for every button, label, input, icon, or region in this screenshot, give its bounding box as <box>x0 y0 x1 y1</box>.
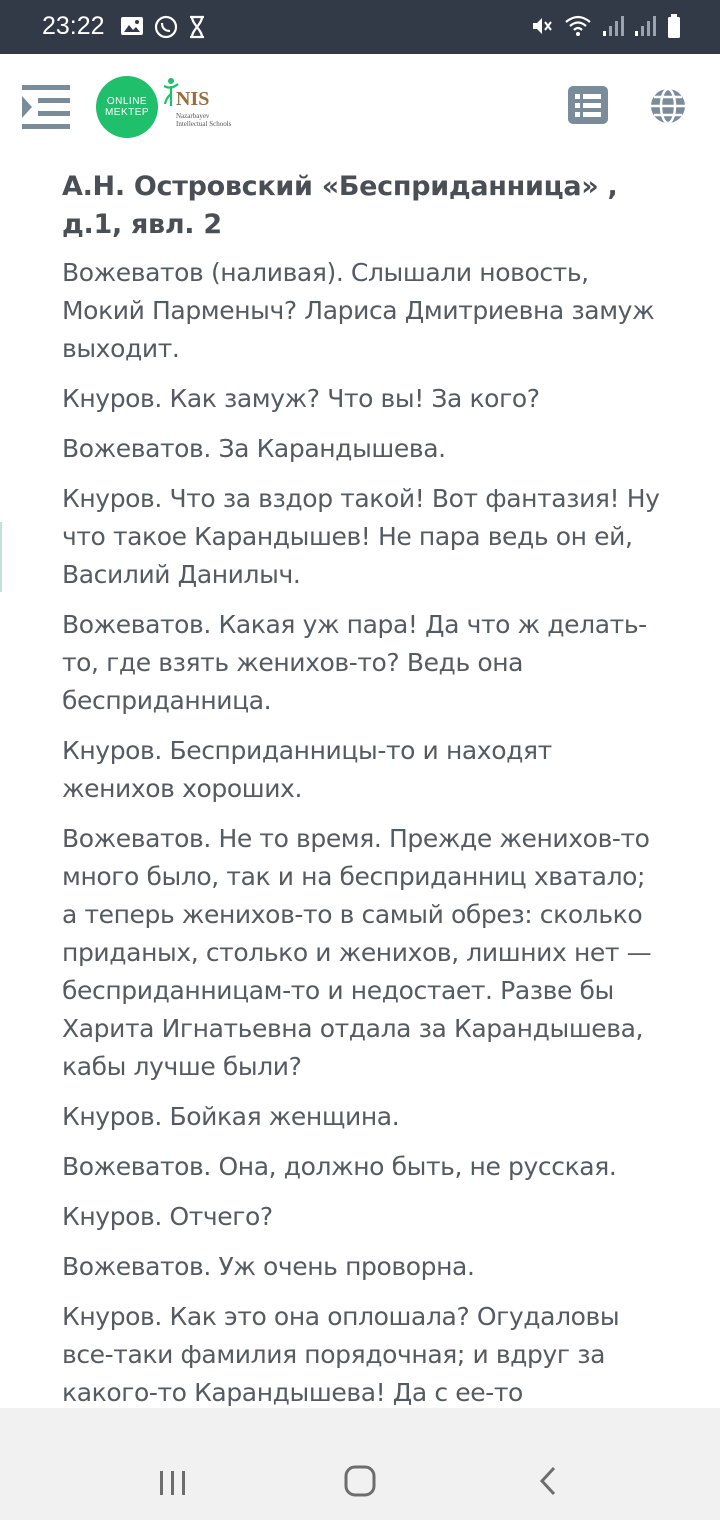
paragraph: Кнуров. Бесприданницы-то и находят женихов хороших. <box>62 736 552 803</box>
paragraph: Вожеватов. Не то время. Прежде женихов-то много было, так и на бесприданниц хватало; а теперь женихов-то в самый обрез: сколько приданых, столько и женихов, лишних нет — бесприданницам-то и недостает. Разве бы Харита Игнатьевна отдала за Карандышева, кабы лучше были? <box>62 824 652 1081</box>
nis-logo-text: NIS <box>176 88 210 110</box>
logo-line1: ONLINE <box>106 96 148 107</box>
paragraph: Кнуров. Как это она оплошала? Огудаловы все-таки фамилия порядочная; и вдруг за какого-то Карандышева! Да с ее-то <box>62 1302 620 1407</box>
paragraph: Вожеватов. Она, должно быть, не русская. <box>62 1152 617 1181</box>
list-icon[interactable] <box>568 86 608 124</box>
mute-icon <box>530 14 554 38</box>
status-time: 23:22 <box>42 12 105 40</box>
menu-toggle-icon[interactable] <box>20 82 72 132</box>
left-edge-tab[interactable] <box>0 522 2 592</box>
paragraph: Кнуров. Как замуж? Что вы! За кого? <box>62 384 540 413</box>
paragraph: Кнуров. Бойкая женщина. <box>62 1102 400 1131</box>
wifi-icon <box>564 14 592 38</box>
paragraph: Кнуров. Отчего? <box>62 1202 273 1231</box>
paragraph: Вожеватов. Какая уж пара! Да что ж делать-то, где взять женихов-то? Ведь она бесприданница. <box>62 610 647 715</box>
battery-icon <box>666 13 682 39</box>
recent-apps-icon[interactable] <box>158 1470 188 1496</box>
status-bar <box>0 0 720 54</box>
app-header <box>0 54 720 164</box>
system-nav-bar <box>0 1408 720 1520</box>
back-icon[interactable] <box>538 1466 558 1496</box>
image-icon <box>120 15 144 37</box>
whatsapp-icon <box>154 15 178 39</box>
home-icon[interactable] <box>343 1464 377 1498</box>
paragraph: Вожеватов (наливая). Слышали новость, Мокий Парменыч? Лариса Дмитриевна замуж выходит. <box>62 258 655 363</box>
hourglass-icon <box>188 15 206 39</box>
document-content <box>62 168 662 1424</box>
nis-logo <box>162 74 232 140</box>
nis-logo-subtitle: Nazarbayev Intellectual Schools <box>176 112 232 128</box>
paragraph: Вожеватов. За Карандышева. <box>62 434 446 463</box>
online-mektep-logo[interactable] <box>96 76 158 138</box>
signal-icon-2 <box>634 14 656 38</box>
paragraph: Вожеватов. Уж очень проворна. <box>62 1252 475 1281</box>
logo-line2: MEKTEP <box>104 107 150 118</box>
signal-icon <box>602 14 624 38</box>
document-title: А.Н. Островский «Бесприданница» , д.1, явл. 2 <box>62 171 618 240</box>
paragraph: Кнуров. Что за вздор такой! Вот фантазия! Ну что такое Карандышев! Не пара ведь он ей, Василий Данилыч. <box>62 484 660 589</box>
globe-icon[interactable] <box>648 86 688 126</box>
